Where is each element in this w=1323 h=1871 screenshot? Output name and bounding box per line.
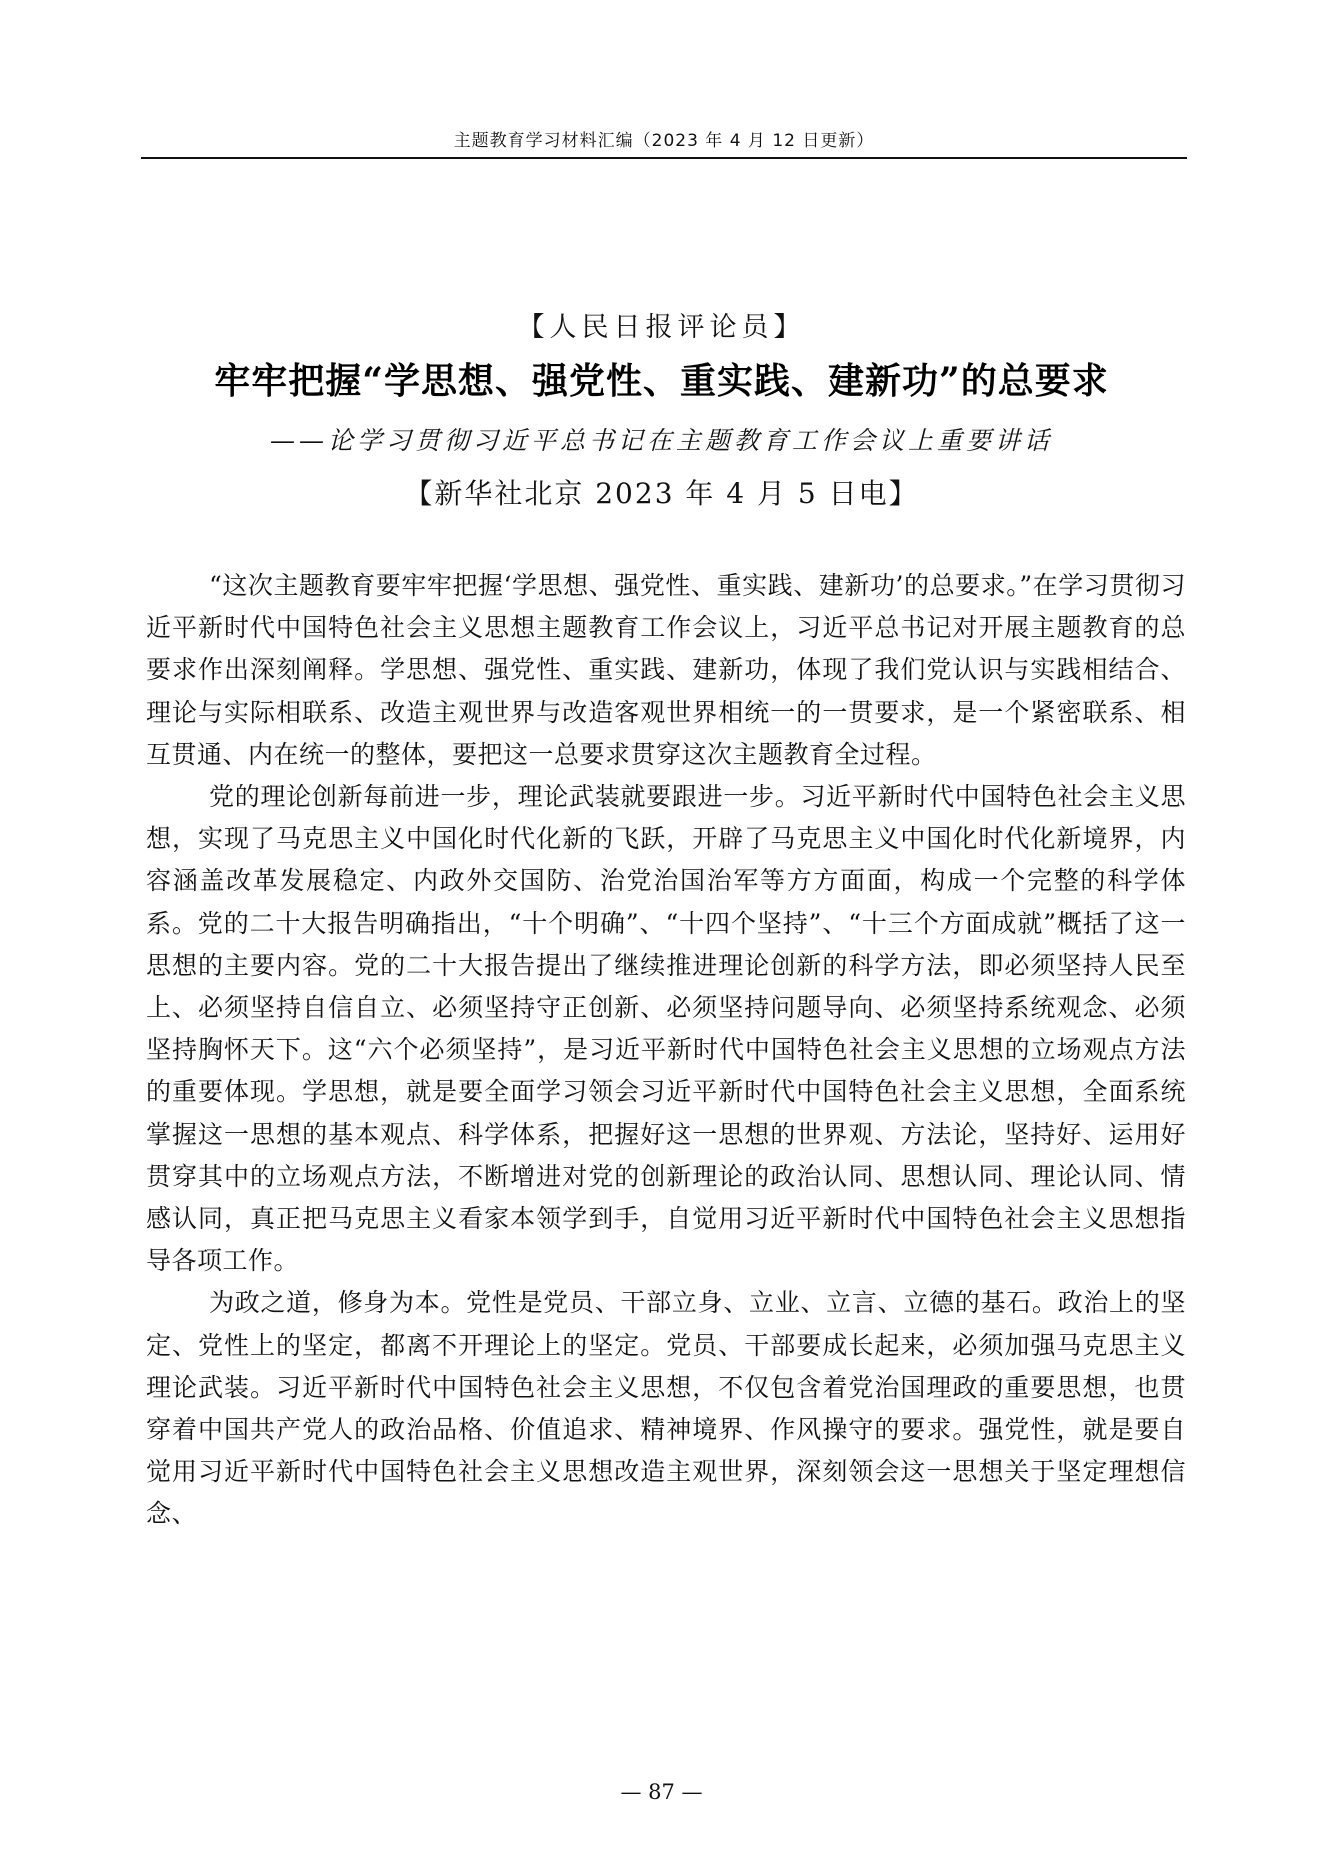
dateline: 【新华社北京 2023 年 4 月 5 日电】 bbox=[404, 477, 919, 510]
paragraph-2: 党的理论创新每前进一步，理论武装就要跟进一步。习近平新时代中国特色社会主义思想，实现了马克思主义中国化时代化新的飞跃，开辟了马克思主义中国化时代化新境界，内容涵盖改革发展稳定、内政外交国防、治党治国治军等方方面面，构成一个完整的科学体系。党的二十大报告明确指出，“十个明确”、“十四个坚持”、“十三个方面成就”概括了这一思想的主要内容。党的二十大报告提出了继续推进理论创新的科学方法，即必须坚持人民至上、必须坚持自信自立、必须坚持守正创新、必须坚持问题导向、必须坚持系统观念、必须坚持胸怀天下。这“六个必须坚持”，是习近平新时代中国特色社会主义思想的立场观点方法的重要体现。学思想，就是要全面学习领会习近平新时代中国特色社会主义思想，全面系统掌握这一思想的基本观点、科学体系，把握好这一思想的世界观、方法论，坚持好、运用好贯穿其中的立场观点方法，不断增进对党的创新理论的政治认同、思想认同、理论认同、情感认同，真正把马克思主义看家本领学到手，自觉用习近平新时代中国特色社会主义思想指导各项工作。 bbox=[146, 782, 1186, 1276]
paragraph-1: “这次主题教育要牢牢把握‘学思想、强党性、重实践、建新功’的总要求。”在学习贯彻习近平新时代中国特色社会主义思想主题教育工作会议上，习近平总书记对开展主题教育的总要求作出深刻阐释。学思想、强党性、重实践、建新功，体现了我们党认识与实践相结合、理论与实际相联系、改造主观世界与改造客观世界相统一的一贯要求，是一个紧密联系、相互贯通、内在统一的整体，要把这一总要求贯穿这次主题教育全过程。 bbox=[146, 571, 1186, 769]
paragraph-3: 为政之道，修身为本。党性是党员、干部立身、立业、立言、立德的基石。政治上的坚定、党性上的坚定，都离不开理论上的坚定。党员、干部要成长起来，必须加强马克思主义理论武装。习近平新时代中国特色社会主义思想，不仅包含着党治国理政的重要思想，也贯穿着中国共产党人的政治品格、价值追求、精神境界、作风操守的要求。强党性，就是要自觉用习近平新时代中国特色社会主义思想改造主观世界，深刻领会这一思想关于坚定理想信念、 bbox=[146, 1288, 1186, 1529]
column-tag: 【人民日报评论员】 bbox=[517, 312, 806, 343]
header-rule bbox=[141, 157, 1187, 159]
page-number: — 87 — bbox=[620, 1780, 703, 1804]
running-header: 主题教育学习材料汇编（2023 年 4 月 12 日更新） bbox=[453, 131, 875, 151]
article-subtitle: ——论学习贯彻习近平总书记在主题教育工作会议上重要讲话 bbox=[269, 426, 1053, 455]
article-title: 牢牢把握“学思想、强党性、重实践、建新功”的总要求 bbox=[214, 360, 1109, 402]
article-body bbox=[146, 565, 1186, 1536]
